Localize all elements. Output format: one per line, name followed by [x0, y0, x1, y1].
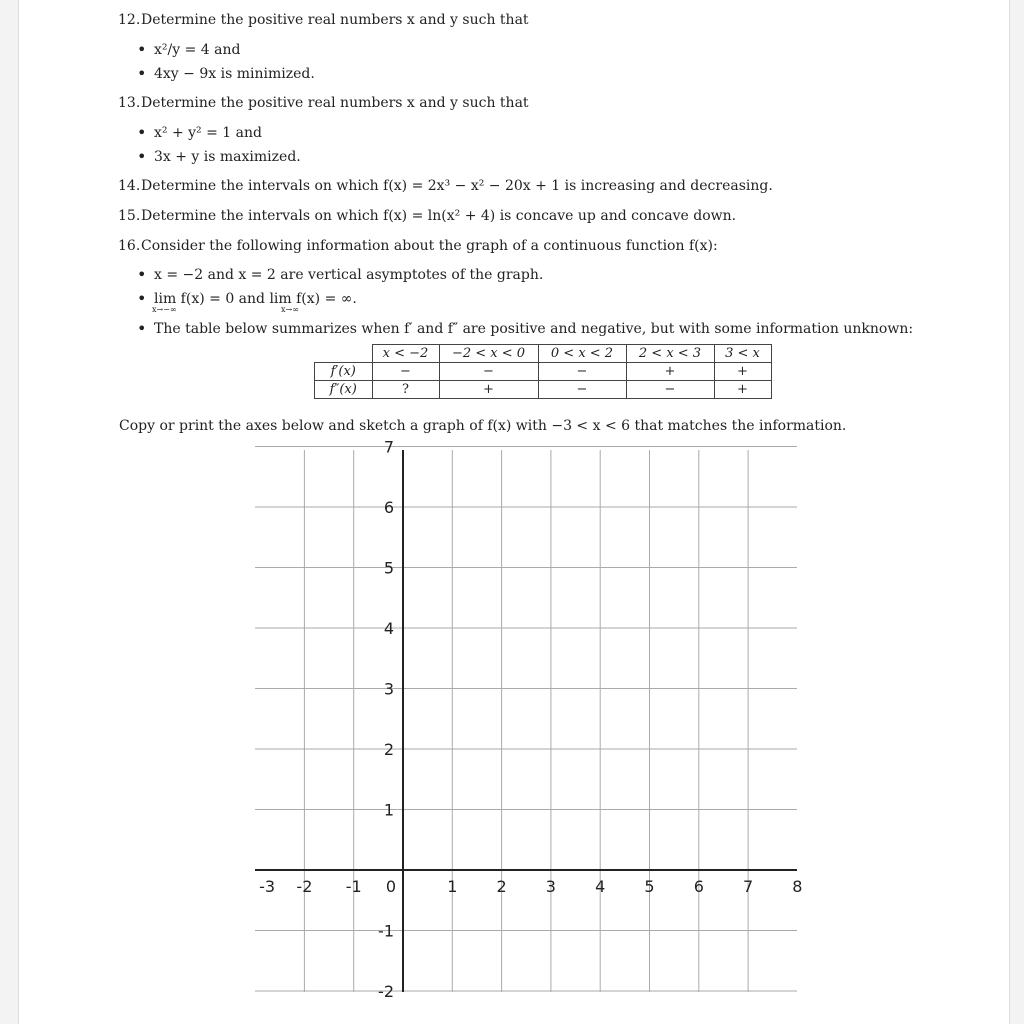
table-header: −2 < x < 0 — [439, 345, 538, 363]
problem-14-text: Determine the intervals on which f(x) = 2x³ − x² − 20x + 1 is increasing and decreasing. — [141, 178, 773, 194]
tick-label: 1 — [447, 877, 458, 896]
problem-14-number: 14. — [118, 178, 141, 194]
limit-subscript-neg-inf: x→−∞ — [152, 305, 177, 314]
tick-label: 4 — [383, 619, 394, 638]
tick-label: 8 — [792, 877, 803, 896]
problem-16-number: 16. — [118, 238, 141, 254]
tick-label: -3 — [259, 877, 276, 896]
problem-15-number: 15. — [118, 208, 141, 224]
problem-16-bullet-3: • The table below summarizes when f′ and f″ are positive and negative, but with some information unknown: — [154, 320, 913, 338]
problem-12-bullet-1: • x²/y = 4 and — [154, 41, 240, 59]
problem-13-bullet-2: • 3x + y is maximized. — [154, 148, 301, 166]
tick-label: 2 — [496, 877, 507, 896]
table-header: x < −2 — [372, 345, 439, 363]
problem-16-text: Consider the following information about the graph of a continuous function f(x): — [141, 238, 718, 254]
tick-label: 0 — [385, 877, 397, 896]
table-cell: + — [439, 381, 538, 399]
table-cell: + — [626, 363, 714, 381]
problem-13-text: Determine the positive real numbers x and y such that — [141, 95, 529, 111]
table-cell: − — [439, 363, 538, 381]
tick-label: 2 — [383, 740, 394, 759]
row-label: f″(x) — [315, 381, 373, 399]
problem-12-bullet-2: • 4xy − 9x is minimized. — [154, 65, 315, 83]
sketch-instruction: Copy or print the axes below and sketch a graph of f(x) with −3 < x < 6 that matches the information. — [119, 418, 847, 434]
tick-label: 6 — [693, 877, 704, 896]
tick-label: 3 — [383, 679, 394, 699]
table-header: 3 < x — [714, 345, 771, 363]
problem-12-number: 12. — [118, 12, 141, 28]
tick-label: 3 — [545, 877, 556, 896]
table-cell: − — [538, 363, 626, 381]
tick-label: 7 — [383, 437, 394, 457]
limit-subscript-pos-inf: x→∞ — [281, 305, 299, 314]
tick-label: -2 — [378, 982, 394, 1001]
tick-label: 6 — [383, 498, 394, 517]
problem-12-text: Determine the positive real numbers x and y such that — [141, 12, 529, 28]
tick-label: -1 — [378, 921, 394, 941]
table-header: 0 < x < 2 — [538, 345, 626, 363]
tick-label: -1 — [345, 877, 362, 896]
tick-label: 4 — [595, 877, 606, 896]
problem-15-text: Determine the intervals on which f(x) = ln(x² + 4) is concave up and concave down. — [141, 208, 737, 224]
tick-label: 5 — [383, 558, 394, 578]
table-cell: ? — [372, 381, 439, 399]
tick-label: -2 — [296, 877, 313, 896]
table-cell: − — [626, 381, 714, 399]
problem-16-bullet-2: • lim f(x) = 0 and lim f(x) = ∞. — [154, 290, 357, 308]
tick-label: 7 — [743, 877, 754, 896]
table-cell: − — [538, 381, 626, 399]
table-cell: + — [714, 363, 771, 381]
table-cell: + — [714, 381, 771, 399]
problem-13-number: 13. — [118, 95, 141, 111]
tick-label: 1 — [383, 800, 394, 820]
row-label: f′(x) — [315, 363, 373, 381]
table-cell: − — [372, 363, 439, 381]
problem-13-bullet-1: • x² + y² = 1 and — [154, 124, 262, 142]
table-header: 2 < x < 3 — [626, 345, 714, 363]
tick-label: 5 — [644, 877, 655, 896]
problem-16-bullet-1: • x = −2 and x = 2 are vertical asymptotes of the graph. — [154, 266, 543, 284]
